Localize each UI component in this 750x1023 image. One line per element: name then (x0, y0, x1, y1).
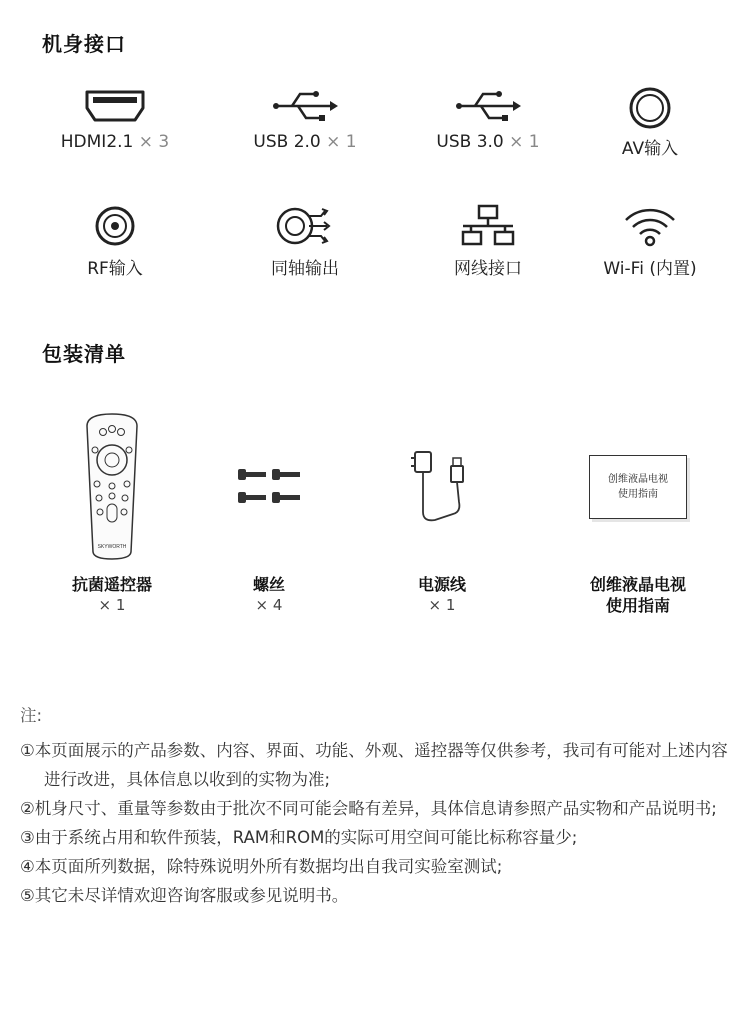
usb-icon (453, 86, 523, 126)
port-name: HDMI2.1 (60, 132, 134, 152)
interfaces-title: 机身接口 (42, 32, 126, 56)
package-item-qty: × 1 (98, 596, 126, 614)
wifi-icon (622, 204, 678, 248)
port-coaxial (220, 204, 390, 279)
note-line: ①本页面展示的产品参数、内容、界面、功能、外观、遥控器等仅供参考，我司有可能对上述内容进行改进，具体信息以收到的实物为准; (20, 741, 728, 789)
port-name: AV输入 (621, 139, 679, 159)
note-line: ③由于系统占用和软件预装，RAM和ROM的实际可用空间可能比标称容量少; (20, 828, 578, 847)
hdmi-icon (83, 86, 147, 126)
remote-control-icon (77, 412, 147, 562)
package-item-name: 抗菌遥控器 (71, 575, 152, 594)
port-usb2 (220, 86, 390, 152)
port-ethernet (403, 204, 573, 279)
port-av (565, 86, 735, 159)
port-name: RF输入 (87, 259, 143, 279)
package-item-name-line2: 使用指南 (605, 596, 670, 615)
remote-brand-text: SKYWORTH (97, 544, 127, 550)
package-item-power-cord (357, 412, 527, 615)
port-name: USB 2.0 (253, 132, 321, 152)
port-usb3 (403, 86, 573, 152)
package-item-name: 螺丝 (252, 575, 285, 594)
package-item-qty: × 1 (428, 596, 456, 614)
notes-heading: 注: (20, 706, 43, 725)
usb-icon (270, 86, 340, 126)
manual-cover-title: 创维液晶电视 (608, 474, 668, 485)
av-jack-icon (628, 86, 672, 130)
network-icon (461, 204, 515, 248)
coaxial-icon (275, 204, 335, 248)
package-item-remote (27, 412, 197, 615)
port-count: × 1 (326, 132, 357, 152)
port-name: 同轴输出 (271, 259, 339, 279)
notes (20, 702, 730, 910)
port-name: 网线接口 (454, 259, 522, 279)
port-wifi (565, 204, 735, 279)
package-title: 包装清单 (42, 342, 126, 366)
manual-cover-subtitle: 使用指南 (618, 489, 658, 500)
note-line: ②机身尺寸、重量等参数由于批次不同可能会略有差异，具体信息请参照产品实物和产品说明书; (20, 799, 717, 818)
port-name: USB 3.0 (436, 132, 504, 152)
package-item-qty: × 4 (255, 596, 283, 614)
package-item-name: 创维液晶电视 (589, 575, 686, 594)
package-item-manual (553, 412, 723, 616)
port-count: × 1 (509, 132, 540, 152)
port-rf (30, 204, 200, 279)
package-item-screws (184, 412, 354, 615)
note-line: ④本页面所列数据，除特殊说明外所有数据均出自我司实验室测试; (20, 857, 503, 876)
port-count: × 3 (138, 132, 170, 152)
package-item-name: 电源线 (417, 575, 466, 594)
port-name: Wi-Fi (内置) (603, 259, 697, 279)
note-line: ⑤其它未尽详情欢迎咨询客服或参见说明书。 (20, 886, 349, 905)
rf-jack-icon (93, 204, 137, 248)
manual-book-icon (589, 455, 687, 519)
port-hdmi (30, 86, 200, 152)
power-cord-icon (407, 442, 477, 532)
screws-icon (234, 462, 304, 512)
